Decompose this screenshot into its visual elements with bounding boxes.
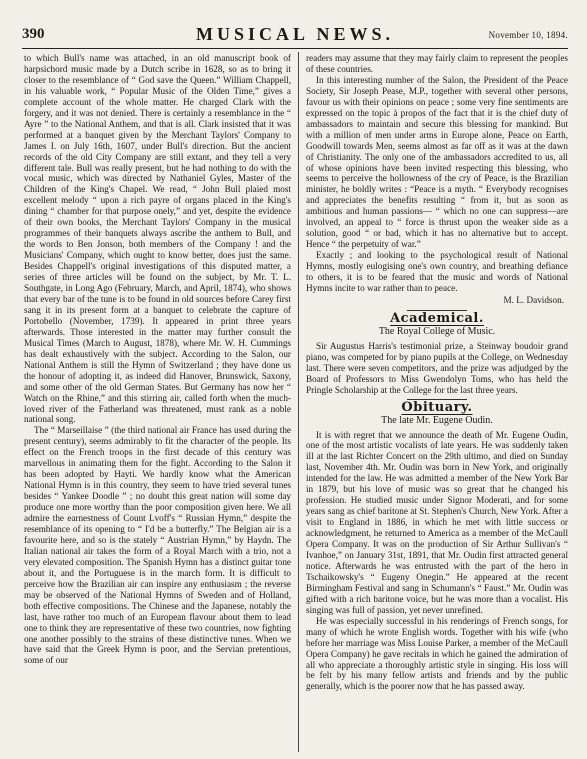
article-paragraph: The “ Marseillaise ” (the third national air France has used during the present century), seems admirably to fit the character of the people. Its effect on the French troops in the first decade of this century was marvellous in animating them for the fight. According to the Salon it has been adopted by Hayti. We hardly know what the American National Hymn is in this country, they seem to have tried several tunes besides “ Yankee Doodle ” ; no doubt this great nation will some day produce one more worthy than the poor composition given here. We all admire the earnestness of Count Lvoff's “ Russian Hymn,” despite the resemblance of its opening to “ I'd be a butterfly.” The Belgian air is a favourite here, and so is the stately “ Austrian Hymn,” by Haydn. The Italian national air takes the form of a Royal March with a trio, not a very elevated composition. The Spanish Hymn has a distinct guitar tone about it, and the Portuguese is in the march form. It is difficult to perceive how the Brazilian air can inspire any enthusiasm ; the reverse may be observed of the National Hymns of Sweden and of Holland, both effective compositions. The Chinese and the Japanese, notably the last, have rather too much of an European flavour about them to lead one to think they are representative of these two countries, now fighting one another possibly to the strains of these distinctive tunes. When we have said that the Greek Hymn is poor, and the Servian pretentious, some of our [24,425,291,666]
page-number: 390 [22,26,45,42]
page-header [22,26,568,46]
academical-subheading: The Royal College of Music. [378,325,496,337]
obituary-paragraph: It is with regret that we announce the death of Mr. Eugene Oudin, one of the most artistic vocalists of late years. He was suddenly taken ill at the last Richter Concert on the 29th ultimo, and died on Sunday last, November 4th. Mr. Oudin was born in New York, and originally intended for the law. He was admitted a member of the New York Bar in 1879, but his love of music was so great that he changed his profession. He studied music under Signor Moderati, and for some years sang as chief baritone at St. Stephen's Church, New York. After a visit to England in 1886, in which he met with little success or acknowledgment, he returned to America as a member of the McCaull Opera Company. It was on the production of Sir Arthur Sullivan's “ Ivanhoe,” on January 31st, 1891, that Mr. Oudin first attracted general notice. Afterwards he was entrusted with the part of the hero in Tschaikowsky's “ Eugeny Onegin.” He appeared at the recent Birmingham Festival and sang in Schumann's “ Faust.” Mr. Oudin was gifted with a rich baritone voice, but he was more than a vocalist. His singing was full of passion, yet never unrefined. [306,429,568,615]
obituary-subheading: The late Mr. Eugene Oudin. [381,414,493,426]
right-column [306,53,568,753]
article-paragraph: to which Bull's name was attached, in an old manuscript book of harpsichord music made by a Dutch scribe in 1628, so as to bring it closer to the resemblance of “ God save the Queen.” William Chappell, in his valuable work, “ Popular Music of the Olden Time,” gives a complete account of the whole matter. He charged Clark with the forgery, and it was not denied. There is certainly a resemblance in the “ Ayre ” to the National Anthem, and that is all. Clark insisted that it was performed at a banquet given by the Merchant Taylors' Company to James I. on July 16th, 1607, under Bull's direction. But the ancient records of the old City Company are still extant, and they tell a very different tale. Bull was really present, but he had nothing to do with the vocal music, which was directed by Nathaniel Gyles, Master of the Children of the King's Chapel. We read, “ John Bull plaied most excellent melody “ upon a rich payre of organs placed in the King's dining “ chamber for that purpose onely,” and yet, despite the evidence of their own books, the Merchant Taylors' Company in the musical programmes of their banquets always ascribe the anthem to Bull, and the words to Ben Jonson, both members of the Company ! and the Musicians' Company, which ought to know better, does just the same. Besides Chappell's original investigations of this disputed matter, a series of three articles will be found on the subject, by Mr. T. L. Southgate, in Long Ago (February, March, and April, 1874), who shows that every bar of the tune is to be found in old sources before Carey first sang it in its present form at a banquet to celebrate the capture of Portobello (November, 1739). It appeared in print three years afterwards. Those interested in the matter may further consult the Musical Times (March to August, 1878), where Mr. W. H. Cummings has dealt exhaustively with the subject. According to the Salon, our National Anthem is still the Hymn of Switzerland ; they have done us the honour of adopting it, as indeed did Hanover, Brunswick, Saxony, and some other of the old German States. But Germany has now her “ Watch on the Rhine,” and this stirring air, called forth when the much-loved river of the Fatherland was threatened, must rank as a noble national song. [24,53,291,425]
left-column [24,53,291,753]
academical-body: Sir Augustus Harris's testimonial prize, a Steinway boudoir grand piano, was competed for by piano pupils at the College, on Wednesday last. There were seven competitors, and the prize was adjudged by the Board of Professors to Miss Gwendolyn Toms, who has held the Pringle Scholarship at the College for the last three years. [306,340,568,395]
academical-heading: Academical. [390,310,484,326]
issue-date: November 10, 1894. [488,30,568,40]
column-divider [298,52,299,752]
masthead-title: MUSICAL NEWS. [195,24,395,44]
header-rule [22,48,568,49]
obituary-paragraph: He was especially successful in his renderings of French songs, for many of which he wrote English words. Together with his wife (who before her marriage was Miss Louise Parker, a member of the McCaull Opera Company) he gave recitals in which he gained the admiration of all who appreciate a thoroughly artistic style in singing. His loss will be felt by his many fellow artists and friends and by the public generally, which is the poorer now that he has passed away. [306,615,568,692]
article-paragraph: Exactly ; and looking to the psychological result of National Hymns, mostly eulogising one's own country, and breathing defiance to others, it is to be feared that the music and words of National Hymns incite to war rather than to peace. [306,250,568,294]
obituary-heading: Obituary. [401,399,473,415]
article-paragraph: In this interesting number of the Salon, the President of the Peace Society, Sir Joseph Pease, M.P., together with several other persons, favour us with their opinions on peace ; some very fine sentiments are expressed on the topic à propos of the fact that it is the chief duty of ambassadors to maintain and secure this blessing for mankind. But with a million of men under arms in Europe alone, Peace on Earth, Goodwill towards Men, seems almost as far off as it was at the dawn of Christianity. The only one of the ambassadors accredited to us, all of whose opinions have been invited respecting this blessing, who seems to perceive the hollowness of the cry of Peace, is the Brazilian minister, he boldly writes : “Peace is a myth. “ Everybody recognises and appreciates the benefits resulting “ from it, but as soon as ambitious and human passions— “ which no one can suppress—are involved, an appeal to “ force is thrust upon the weaker side as a solution, good “ or bad, which it has no alternative but to accept. Hence “ the perpetuity of war.” [306,74,568,250]
article-paragraph: readers may assume that they may fairly claim to represent the peoples of these countries. [306,53,568,74]
author-signature: M. L. Davidson. [503,294,564,305]
